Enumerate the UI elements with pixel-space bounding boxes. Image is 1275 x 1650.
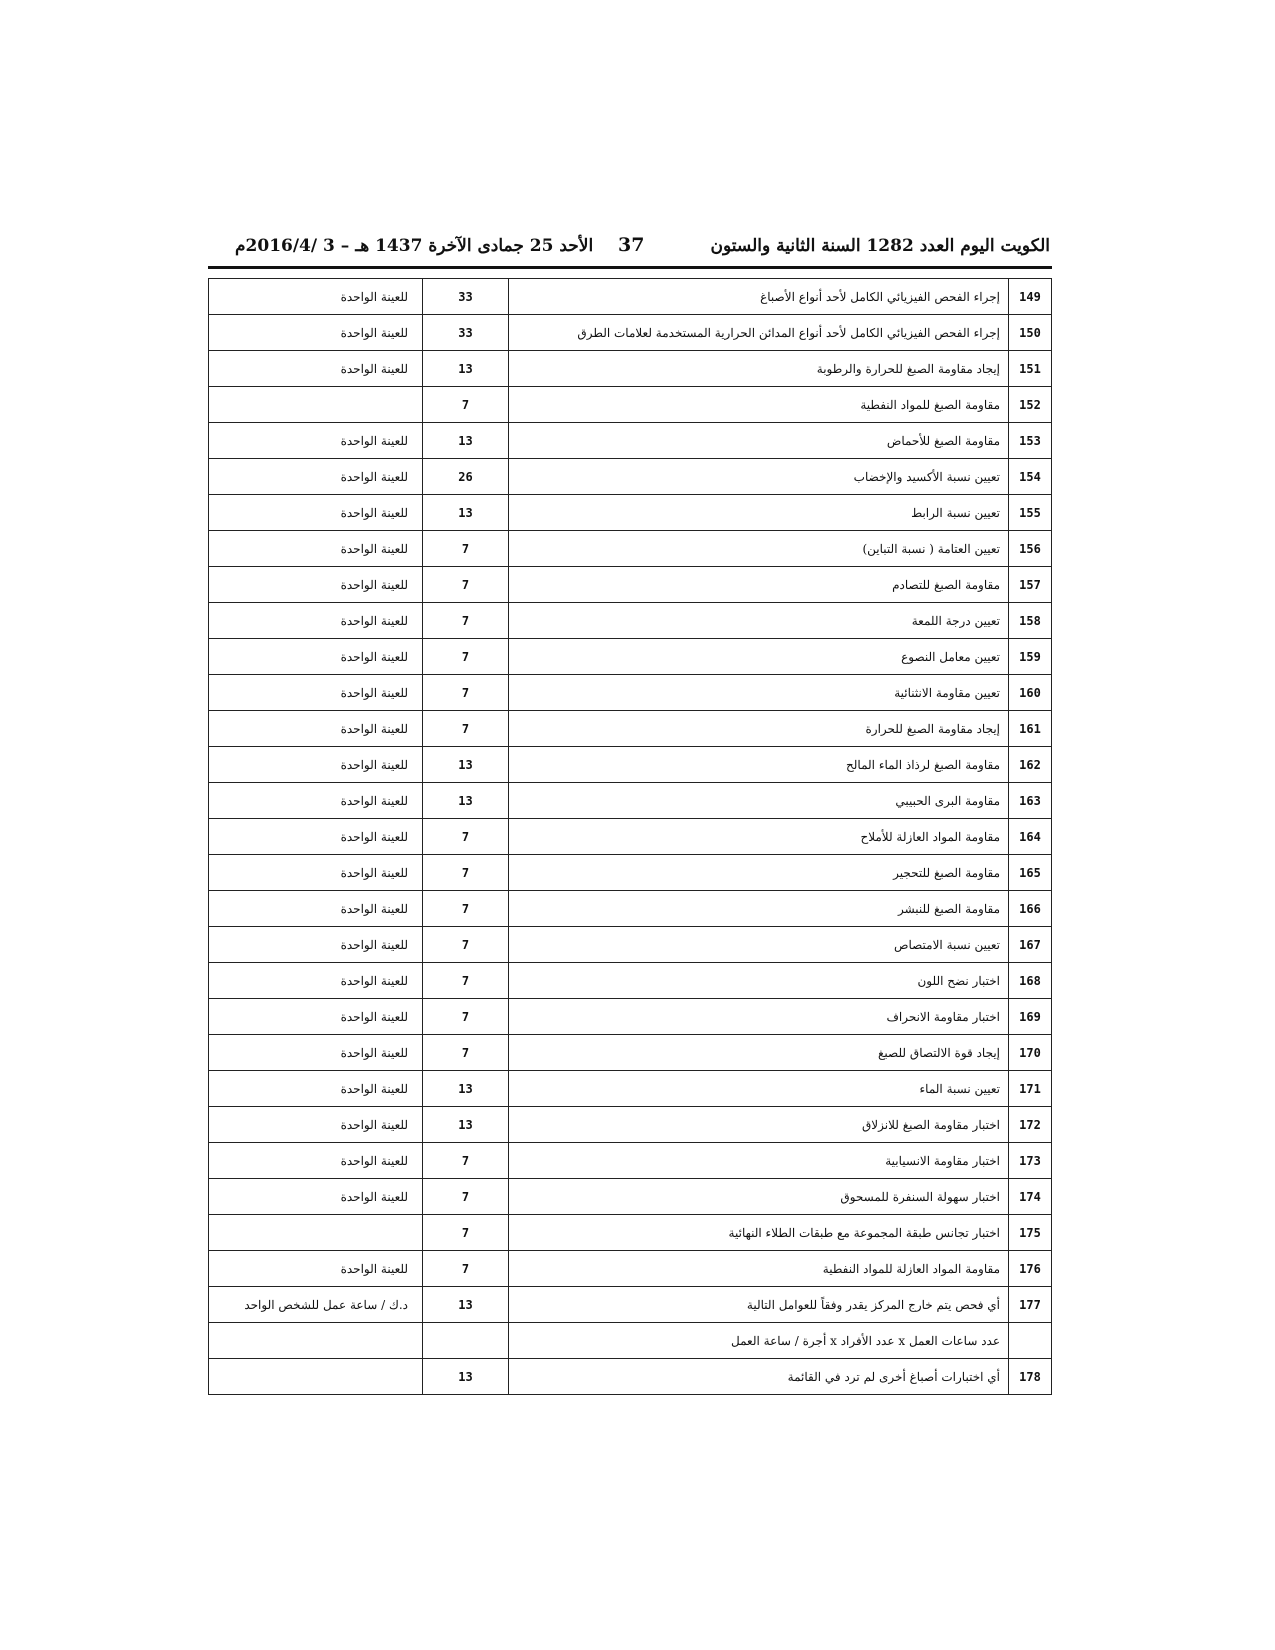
fee-value-cell: 13 xyxy=(423,1071,509,1107)
item-number-cell: 163 xyxy=(1009,783,1052,819)
item-number-cell: 149 xyxy=(1009,279,1052,315)
fee-value-cell: 13 xyxy=(423,423,509,459)
description-cell: أي اختبارات أصباغ أخرى لم ترد في القائمة xyxy=(509,1359,1009,1395)
table-row xyxy=(209,1215,1052,1251)
unit-cell: للعينة الواحدة xyxy=(209,855,423,891)
description-cell: مقاومة المواد العازلة للمواد النفطية xyxy=(509,1251,1009,1287)
fee-value-cell: 33 xyxy=(423,315,509,351)
item-number-cell xyxy=(1009,1323,1052,1359)
table-row xyxy=(209,531,1052,567)
unit-cell: للعينة الواحدة xyxy=(209,279,423,315)
fee-value-cell: 7 xyxy=(423,711,509,747)
fee-value-cell: 26 xyxy=(423,459,509,495)
fee-value-cell: 7 xyxy=(423,387,509,423)
table-row xyxy=(209,783,1052,819)
table-row xyxy=(209,351,1052,387)
item-number-cell: 154 xyxy=(1009,459,1052,495)
description-cell: اختبار مقاومة الصبغ للانزلاق xyxy=(509,1107,1009,1143)
table-row xyxy=(209,1359,1052,1395)
description-cell: تعيين مقاومة الانثنائية xyxy=(509,675,1009,711)
unit-cell: للعينة الواحدة xyxy=(209,315,423,351)
page-number: 37 xyxy=(618,234,645,256)
unit-cell: للعينة الواحدة xyxy=(209,891,423,927)
unit-cell: للعينة الواحدة xyxy=(209,747,423,783)
table-row xyxy=(209,963,1052,999)
table-row xyxy=(209,855,1052,891)
table-row xyxy=(209,639,1052,675)
fee-value-cell xyxy=(423,1323,509,1359)
description-cell: مقاومة الصبغ للتصادم xyxy=(509,567,1009,603)
fees-table xyxy=(208,278,1052,1395)
unit-cell: للعينة الواحدة xyxy=(209,423,423,459)
item-number-cell: 164 xyxy=(1009,819,1052,855)
description-cell: اختبار مقاومة الانسيابية xyxy=(509,1143,1009,1179)
fee-value-cell: 7 xyxy=(423,1179,509,1215)
item-number-cell: 178 xyxy=(1009,1359,1052,1395)
fee-value-cell: 13 xyxy=(423,1287,509,1323)
item-number-cell: 173 xyxy=(1009,1143,1052,1179)
item-number-cell: 151 xyxy=(1009,351,1052,387)
description-cell: إجراء الفحص الفيزيائي الكامل لأحد أنواع المدائن الحرارية المستخدمة لعلامات الطرق xyxy=(509,315,1009,351)
table-row xyxy=(209,495,1052,531)
table-row xyxy=(209,423,1052,459)
table-row xyxy=(209,891,1052,927)
unit-cell: للعينة الواحدة xyxy=(209,1143,423,1179)
table-row xyxy=(209,1287,1052,1323)
unit-cell: للعينة الواحدة xyxy=(209,999,423,1035)
fee-value-cell: 7 xyxy=(423,1215,509,1251)
table-row xyxy=(209,1323,1052,1359)
item-number-cell: 174 xyxy=(1009,1179,1052,1215)
description-cell: إيجاد مقاومة الصبغ للحرارة والرطوبة xyxy=(509,351,1009,387)
description-cell: تعيين نسبة الرابط xyxy=(509,495,1009,531)
table-row xyxy=(209,1143,1052,1179)
fee-value-cell: 7 xyxy=(423,1251,509,1287)
unit-cell: للعينة الواحدة xyxy=(209,495,423,531)
fee-value-cell: 13 xyxy=(423,495,509,531)
description-cell: تعيين درجة اللمعة xyxy=(509,603,1009,639)
description-cell: اختبار نضح اللون xyxy=(509,963,1009,999)
description-cell: مقاومة الصبغ للأحماض xyxy=(509,423,1009,459)
unit-cell: للعينة الواحدة xyxy=(209,711,423,747)
table-row xyxy=(209,603,1052,639)
description-cell: اختبار سهولة السنفرة للمسحوق xyxy=(509,1179,1009,1215)
fee-value-cell: 13 xyxy=(423,747,509,783)
table-row xyxy=(209,819,1052,855)
item-number-cell: 167 xyxy=(1009,927,1052,963)
unit-cell: للعينة الواحدة xyxy=(209,531,423,567)
table-row xyxy=(209,459,1052,495)
table-row xyxy=(209,999,1052,1035)
table-row xyxy=(209,1035,1052,1071)
description-cell: إيجاد قوة الالتصاق للصبغ xyxy=(509,1035,1009,1071)
item-number-cell: 156 xyxy=(1009,531,1052,567)
item-number-cell: 161 xyxy=(1009,711,1052,747)
fee-value-cell: 7 xyxy=(423,891,509,927)
unit-cell xyxy=(209,1323,423,1359)
item-number-cell: 162 xyxy=(1009,747,1052,783)
description-cell: مقاومة الصبغ للنبشر xyxy=(509,891,1009,927)
description-cell: مقاومة الصبغ للمواد النفطية xyxy=(509,387,1009,423)
item-number-cell: 165 xyxy=(1009,855,1052,891)
unit-cell: للعينة الواحدة xyxy=(209,927,423,963)
description-cell: مقاومة البرى الحبيبي xyxy=(509,783,1009,819)
description-cell: تعيين العتامة ( نسبة التباين) xyxy=(509,531,1009,567)
header-divider xyxy=(208,266,1052,269)
table-row xyxy=(209,567,1052,603)
fee-value-cell: 7 xyxy=(423,963,509,999)
unit-cell: للعينة الواحدة xyxy=(209,819,423,855)
fee-value-cell: 13 xyxy=(423,1107,509,1143)
fee-value-cell: 7 xyxy=(423,603,509,639)
item-number-cell: 153 xyxy=(1009,423,1052,459)
unit-cell: للعينة الواحدة xyxy=(209,963,423,999)
description-cell: مقاومة الصبغ لرذاذ الماء المالح xyxy=(509,747,1009,783)
fee-value-cell: 13 xyxy=(423,783,509,819)
publication-info: الكويت اليوم العدد 1282 السنة الثانية والستون xyxy=(710,236,1050,256)
table-row xyxy=(209,1107,1052,1143)
unit-cell: للعينة الواحدة xyxy=(209,783,423,819)
fee-value-cell: 7 xyxy=(423,675,509,711)
item-number-cell: 160 xyxy=(1009,675,1052,711)
item-number-cell: 171 xyxy=(1009,1071,1052,1107)
fee-value-cell: 7 xyxy=(423,1143,509,1179)
description-cell: إجراء الفحص الفيزيائي الكامل لأحد أنواع الأصباغ xyxy=(509,279,1009,315)
table-row xyxy=(209,387,1052,423)
fee-value-cell: 7 xyxy=(423,819,509,855)
item-number-cell: 168 xyxy=(1009,963,1052,999)
table-row xyxy=(209,1071,1052,1107)
description-cell: عدد ساعات العمل x عدد الأفراد x أجرة / ساعة العمل xyxy=(509,1323,1009,1359)
table-row xyxy=(209,675,1052,711)
unit-cell: للعينة الواحدة xyxy=(209,567,423,603)
fee-value-cell: 7 xyxy=(423,855,509,891)
issue-date: الأحد 25 جمادى الآخرة 1437 هـ – 3 /2016/4م xyxy=(235,236,594,256)
description-cell: اختبار مقاومة الانحراف xyxy=(509,999,1009,1035)
unit-cell xyxy=(209,1215,423,1251)
unit-cell: للعينة الواحدة xyxy=(209,459,423,495)
description-cell: تعيين معامل النصوع xyxy=(509,639,1009,675)
unit-cell xyxy=(209,387,423,423)
table-row xyxy=(209,1251,1052,1287)
item-number-cell: 170 xyxy=(1009,1035,1052,1071)
unit-cell: للعينة الواحدة xyxy=(209,1107,423,1143)
description-cell: إيجاد مقاومة الصبغ للحرارة xyxy=(509,711,1009,747)
description-cell: مقاومة المواد العازلة للأملاح xyxy=(509,819,1009,855)
unit-cell: د.ك / ساعة عمل للشخص الواحد xyxy=(209,1287,423,1323)
fee-value-cell: 7 xyxy=(423,567,509,603)
description-cell: أي فحص يتم خارج المركز يقدر وفقاً للعوامل التالية xyxy=(509,1287,1009,1323)
table-row xyxy=(209,315,1052,351)
description-cell: اختبار تجانس طبقة المجموعة مع طبقات الطلاء النهائية xyxy=(509,1215,1009,1251)
description-cell: مقاومة الصبغ للتحجير xyxy=(509,855,1009,891)
unit-cell: للعينة الواحدة xyxy=(209,675,423,711)
item-number-cell: 169 xyxy=(1009,999,1052,1035)
table-row xyxy=(209,927,1052,963)
unit-cell: للعينة الواحدة xyxy=(209,1179,423,1215)
item-number-cell: 150 xyxy=(1009,315,1052,351)
description-cell: تعيين نسبة الأكسيد والإخضاب xyxy=(509,459,1009,495)
item-number-cell: 157 xyxy=(1009,567,1052,603)
description-cell: تعيين نسبة الامتصاص xyxy=(509,927,1009,963)
unit-cell: للعينة الواحدة xyxy=(209,639,423,675)
item-number-cell: 175 xyxy=(1009,1215,1052,1251)
item-number-cell: 172 xyxy=(1009,1107,1052,1143)
unit-cell: للعينة الواحدة xyxy=(209,1071,423,1107)
fee-value-cell: 13 xyxy=(423,1359,509,1395)
item-number-cell: 176 xyxy=(1009,1251,1052,1287)
unit-cell xyxy=(209,1359,423,1395)
fee-value-cell: 33 xyxy=(423,279,509,315)
unit-cell: للعينة الواحدة xyxy=(209,1251,423,1287)
item-number-cell: 158 xyxy=(1009,603,1052,639)
description-cell: تعيين نسبة الماء xyxy=(509,1071,1009,1107)
item-number-cell: 159 xyxy=(1009,639,1052,675)
fee-value-cell: 13 xyxy=(423,351,509,387)
unit-cell: للعينة الواحدة xyxy=(209,603,423,639)
table-row xyxy=(209,279,1052,315)
page-header xyxy=(210,236,1050,264)
item-number-cell: 152 xyxy=(1009,387,1052,423)
fee-value-cell: 7 xyxy=(423,1035,509,1071)
table-row xyxy=(209,711,1052,747)
table-row xyxy=(209,747,1052,783)
item-number-cell: 155 xyxy=(1009,495,1052,531)
unit-cell: للعينة الواحدة xyxy=(209,1035,423,1071)
item-number-cell: 166 xyxy=(1009,891,1052,927)
fee-value-cell: 7 xyxy=(423,531,509,567)
fee-value-cell: 7 xyxy=(423,639,509,675)
fee-value-cell: 7 xyxy=(423,927,509,963)
item-number-cell: 177 xyxy=(1009,1287,1052,1323)
fee-value-cell: 7 xyxy=(423,999,509,1035)
unit-cell: للعينة الواحدة xyxy=(209,351,423,387)
table-row xyxy=(209,1179,1052,1215)
